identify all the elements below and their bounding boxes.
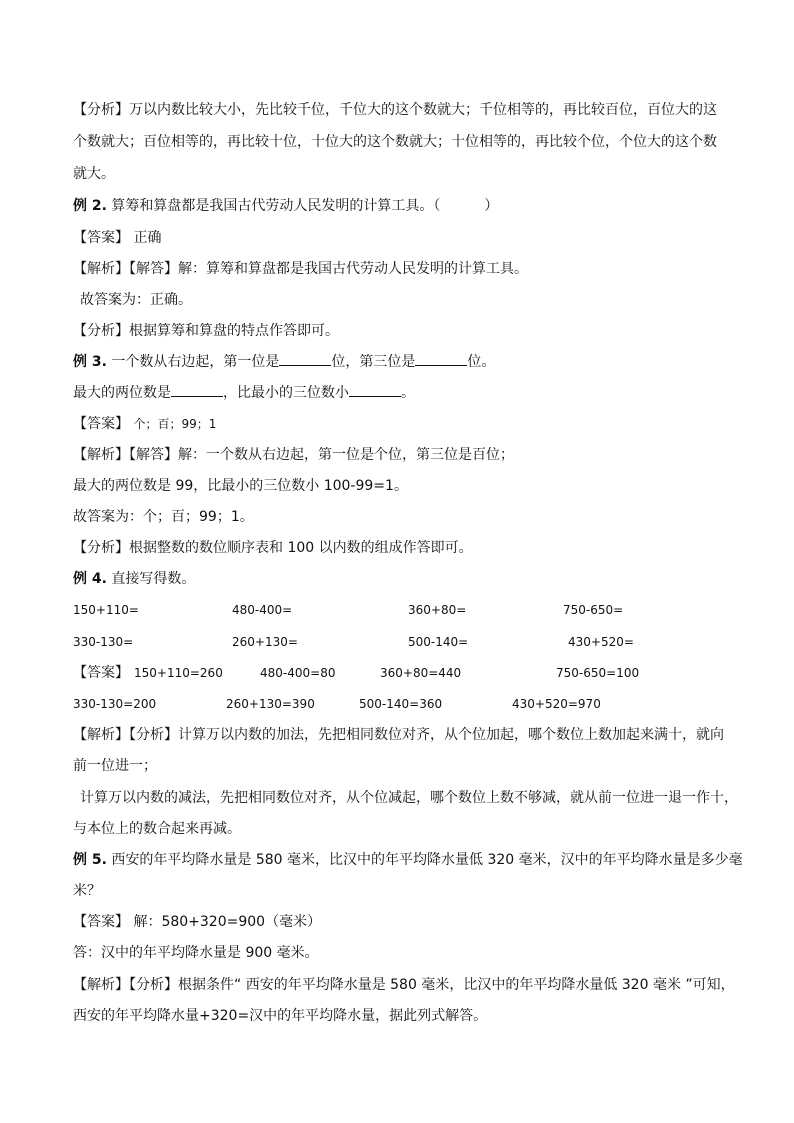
ex4-answer-tag: 【答案】 [73,665,129,681]
ex3-solution-text: 解：一个数从右边起，第一位是个位，第三位是百位； [178,447,514,463]
ex4-label: 例 4. [73,571,107,587]
ex4-answer-item: 260+130=390 [226,697,315,711]
ex4-answer-item: 330-130=200 [73,697,157,711]
ex5-label: 例 5. [73,852,107,868]
ex4-answer-item: 430+520=970 [512,697,601,711]
ex5-analysis-line-1 [73,974,735,996]
ex3-question-2 [73,382,415,404]
ex3-label: 例 3. [73,354,107,370]
ex3-q2-part-b: ，比最小的三位数小 [223,385,349,401]
ex5-question-text: 西安的年平均降水量是 580 毫米，比汉中的年平均降水量低 320 毫米，汉中的年平均降水量是多少毫 [111,852,743,868]
ex2-solution [73,258,528,280]
ex2-analysis: 【分析】根据算筹和算盘的特点作答即可。 [73,323,339,339]
ex3-analysis: 【分析】根据整数的数位顺序表和 100 以内数的组成作答即可。 [73,540,473,556]
ex3-q1-part-a: 一个数从右边起，第一位是 [111,354,280,370]
ex3-q1-part-b: 位，第三位是 [331,354,416,370]
ex4-analysis-line-3: 计算万以内数的减法，先把相同数位对齐，从个位减起，哪个数位上数不够减，就从前一位进一退一作十， [80,790,738,806]
ex5-answer-tag: 【答案】 [73,914,129,930]
ex1-analysis-line-1: 【分析】万以内数比较大小，先比较千位，千位大的这个数就大；千位相等的，再比较百位，百位大的这 [73,102,717,118]
ex2-solution-tag: 【解析】【解答】 [73,261,178,277]
ex4-question [73,568,195,590]
ex3-question-1 [73,351,495,373]
ex3-answer-tag: 【答案】 [73,416,129,432]
ex4-problem: 330-130= [73,635,134,649]
ex4-analysis-line-1 [73,724,724,746]
ex5-answer-2: 答：汉中的年平均降水量是 900 毫米。 [73,945,319,961]
ex4-answer-item: 480-400=80 [260,666,336,680]
ex2-final-answer: 故答案为：正确。 [80,292,192,308]
ex4-problem: 750-650= [563,603,624,617]
ex4-problem: 260+130= [232,635,298,649]
ex4-analysis-line-4: 与本位上的数合起来再减。 [73,821,241,837]
ex3-solution [73,444,514,466]
ex5-analysis-text-1: 根据条件“ 西安的年平均降水量是 580 毫米，比汉中的年平均降水量低 320 毫米 ”可知， [178,977,735,993]
ex2-solution-text: 解：算筹和算盘都是我国古代劳动人民发明的计算工具。 [178,261,528,277]
ex4-answer-item: 750-650=100 [556,666,640,680]
ex4-analysis-text-1: 计算万以内数的加法，先把相同数位对齐，从个位加起，哪个数位上数加起来满十，就向 [178,727,724,743]
ex4-answer-item: 360+80=440 [380,666,462,680]
ex3-solution-tag: 【解析】【解答】 [73,447,178,463]
ex3-blank-4[interactable] [349,382,401,397]
ex3-answer [73,413,216,435]
ex4-problem: 480-400= [232,603,293,617]
ex3-blank-2[interactable] [415,351,467,366]
ex5-answer [73,911,321,933]
ex2-close-paren: ） [484,198,499,214]
ex4-problem: 500-140= [408,635,469,649]
ex4-answer-item: 500-140=360 [359,697,443,711]
ex4-problem: 430+520= [568,635,634,649]
ex5-question-line-1 [73,849,743,871]
ex2-question-text: 算筹和算盘都是我国古代劳动人民发明的计算工具。（ [111,198,441,214]
ex2-answer [73,227,161,249]
ex5-analysis-tag: 【解析】【分析】 [73,977,178,993]
ex4-analysis-tag: 【解析】【分析】 [73,727,178,743]
ex2-answer-text: 正确 [133,230,162,246]
ex3-blank-1[interactable] [279,351,331,366]
ex4-question-text: 直接写得数。 [111,571,196,587]
ex4-answer-item: 150+110=260 [134,666,223,680]
ex3-q1-part-c: 位。 [467,354,496,370]
ex5-question-line-2: 米？ [73,883,101,899]
ex4-problem: 150+110= [73,603,139,617]
ex3-answer-text: 个；百；99；1 [133,417,217,431]
ex3-q2-part-c: 。 [401,385,415,401]
ex4-analysis-line-2: 前一位进一； [73,758,157,774]
ex5-analysis-line-2: 西安的年平均降水量+320=汉中的年平均降水量，据此列式解答。 [73,1008,488,1024]
ex2-label: 例 2. [73,198,107,214]
ex4-problem: 360+80= [408,603,467,617]
ex3-solution-2: 最大的两位数是 99，比最小的三位数小 100-99=1。 [73,478,408,494]
ex1-analysis-line-3: 就大。 [73,166,115,182]
ex5-answer-text: 解：580+320=900（毫米） [133,914,322,930]
ex2-answer-tag: 【答案】 [73,230,129,246]
ex3-final-answer: 故答案为：个；百；99；1。 [73,509,254,525]
ex2-question [73,195,498,217]
ex3-blank-3[interactable] [171,382,223,397]
ex3-q2-part-a: 最大的两位数是 [73,385,171,401]
ex1-analysis-line-2: 个数就大；百位相等的，再比较十位，十位大的这个数就大；十位相等的，再比较个位，个位大的这个数 [73,134,717,150]
